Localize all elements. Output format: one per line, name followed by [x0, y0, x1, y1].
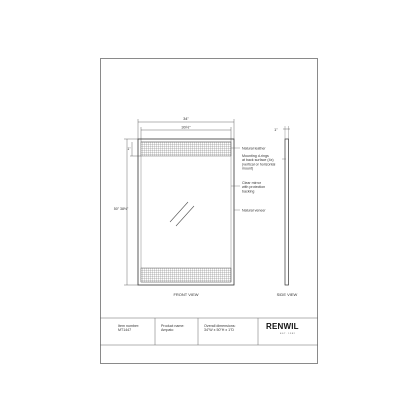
dim-depth: 1" [274, 127, 278, 132]
overall-dimensions-cell [204, 324, 236, 332]
item-number-cell [118, 324, 139, 332]
side-view [283, 126, 290, 285]
callout-leather: Natural leather [242, 146, 266, 151]
side-profile [285, 139, 289, 285]
dim-width-inner: 30½" [181, 124, 191, 130]
item-number-label: Item number: [118, 324, 140, 328]
leather-band-top [141, 142, 231, 156]
leather-band-bottom [141, 268, 231, 282]
callout-mirror: Clear mirror with protection backing [242, 181, 266, 194]
brand-logo: RENWIL [266, 322, 299, 331]
brand-logo-sub: EST. 1982 [280, 333, 296, 335]
callout-mounting: Mounting d-rings at back surface (4x) (vertical or horizontal mount) [242, 154, 276, 171]
product-name-cell [161, 324, 184, 332]
product-name-label: Product name: [161, 324, 185, 328]
overall-dimensions-label: Overall dimensions: [204, 324, 236, 328]
dim-width-outer: 34" [183, 116, 189, 121]
front-view [138, 139, 234, 285]
product-name-value: Ampato [161, 328, 174, 333]
side-view-label: SIDE VIEW [276, 292, 298, 297]
callout-veneer: Natural veneer [242, 208, 266, 213]
front-view-label: FRONT VIEW [173, 292, 199, 297]
item-number-value: MT1447 [118, 328, 132, 333]
overall-dimensions-value: 34"W x 50"H x 1"D [204, 328, 234, 333]
dim-top-small: 1" [127, 147, 131, 151]
dim-height: 50" 38½" [113, 207, 129, 211]
mirror-outer-frame [138, 139, 234, 285]
